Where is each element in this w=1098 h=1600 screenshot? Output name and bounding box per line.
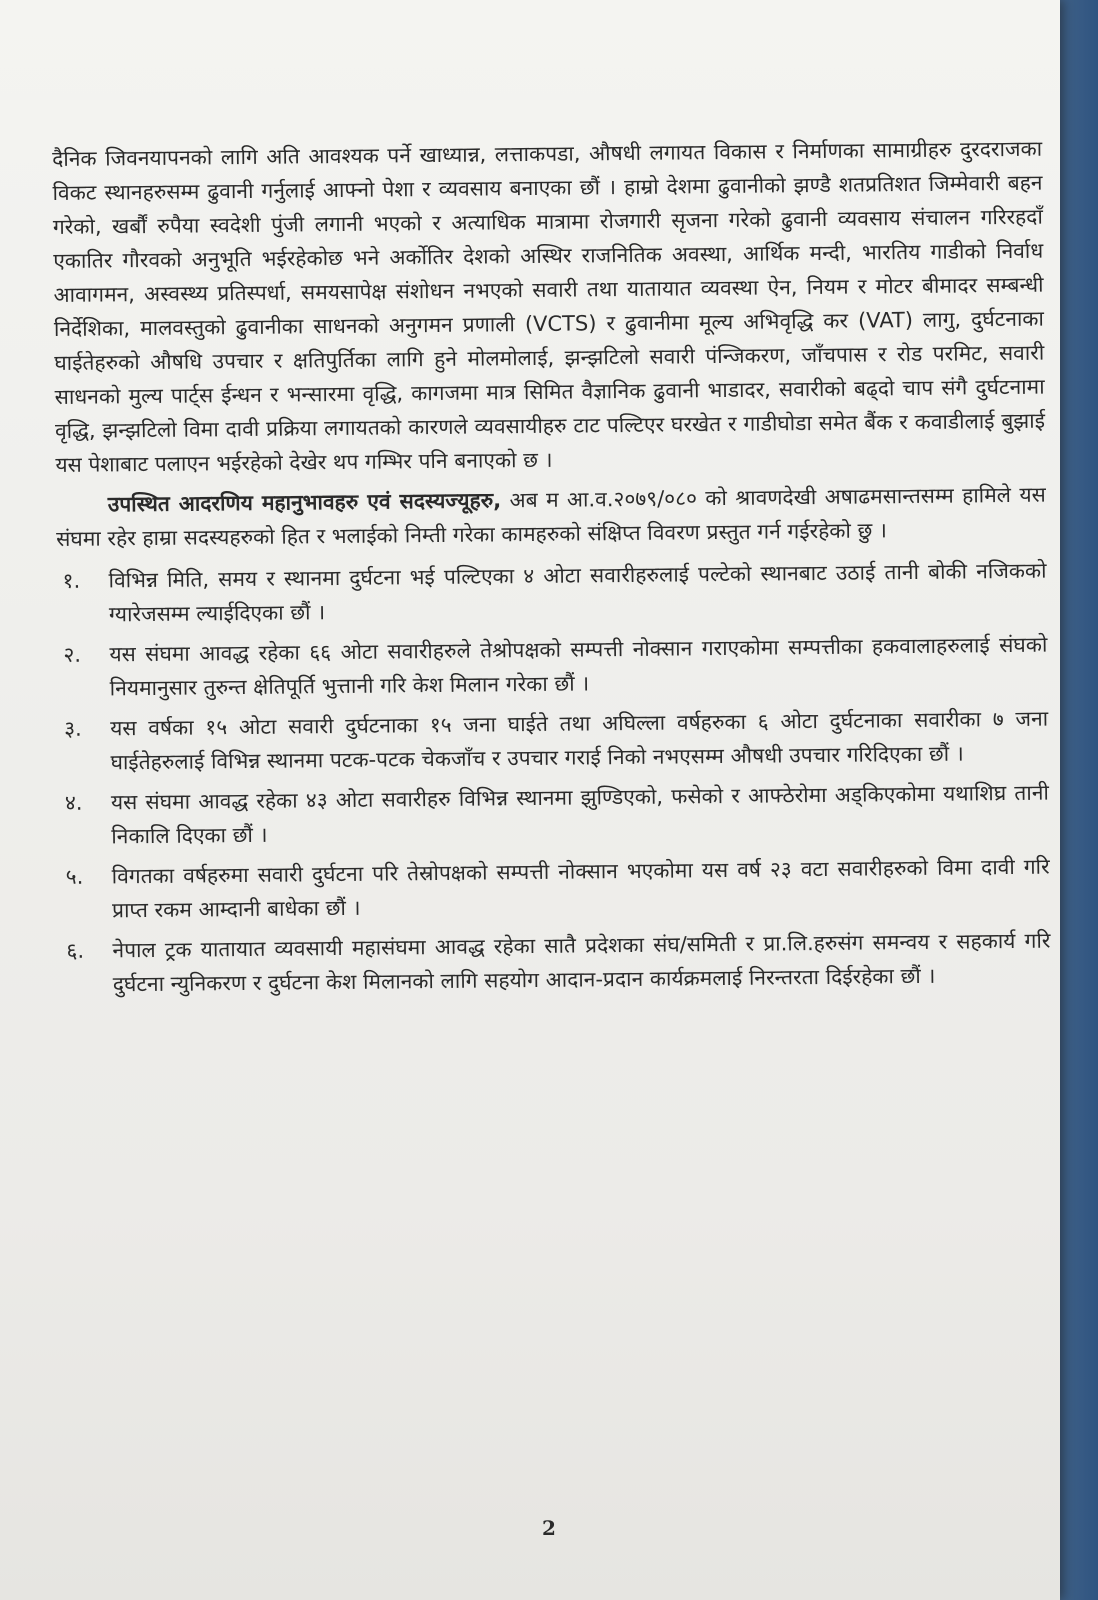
list-item-text: यस संघमा आवद्ध रहेका ६६ ओटा सवारीहरुले तेश्रोपक्षको सम्पत्ती नोक्सान गराएकोमा सम्पत्तीका हकवालाहरुलाई संघको नियमानुसार तुरुन्त क्षेतिपूर्ति भुत्तानी गरि केश मिलान गरेका छौं । xyxy=(109,632,1048,701)
list-item-text: यस संघमा आवद्ध रहेका ४३ ओटा सवारीहरु विभिन्न स्थानमा झुण्डिएको, फसेको र आफ्ठेरोमा अड्किएकोमा यथाशिघ्र तानी निकालि दिएका छौं । xyxy=(110,780,1049,849)
list-item xyxy=(59,776,1050,854)
list-item xyxy=(57,628,1048,706)
list-item-number: ३. xyxy=(64,716,82,741)
list-item-text: नेपाल ट्रक यातायात व्यवसायी महासंघमा आवद्ध रहेका सातै प्रदेशका संघ/समिती र प्रा.लि.हरुसंग समन्वय र सहकार्य गरि दुर्घटना न्युनिकरण र दुर्घटना केश मिलानको लागि सहयोग आदान-प्रदान कार्यक्रमलाई निरन्तरता दिईरहेका छौं । xyxy=(112,928,1051,997)
list-item-text: विगतका वर्षहरुमा सवारी दुर्घटना परि तेस्रोपक्षको सम्पत्ती नोक्सान भएकोमा यस वर्ष २३ वटा सवारीहरुको विमा दावी गरि प्राप्त रकम आम्दानी बाधेका छौं । xyxy=(111,854,1050,923)
list-item-number: ६. xyxy=(66,938,85,963)
activities-list xyxy=(56,554,1051,1002)
list-item xyxy=(56,554,1047,632)
list-item xyxy=(60,850,1051,928)
list-item-number: ४. xyxy=(64,790,83,815)
list-item xyxy=(60,924,1051,1002)
page-number: 2 xyxy=(542,1516,556,1540)
list-item-text: यस वर्षका १५ ओटा सवारी दुर्घटनाका १५ जना घाईते तथा अघिल्ला वर्षहरुका ६ ओटा दुर्घटनाका सवारीका ७ जना घाईतेहरुलाई विभिन्न स्थानमा पटक-पटक चेकजाँच र उपचार गराई निको नभएसम्म औषधी उपचार गरिदिएका छौं । xyxy=(110,706,1049,775)
paragraph-2-text: अब म आ.व.२०७९/०८० को श्रावणदेखी अषाढमसान्तसम्म हामिले यस संघमा रहेर हाम्रा सदस्यहरुको हित र भलाईको निम्ती गरेका कामहरुको संक्षिप्त विवरण प्रस्तुत गर्न गईरहेको छु । xyxy=(56,482,1046,551)
page-body xyxy=(52,132,1051,1008)
list-item xyxy=(58,702,1049,780)
greeting-bold: उपस्थित आदरणिय महानुभावहरु एवं सदस्यज्यूहरु, xyxy=(107,488,502,517)
list-item-number: ५. xyxy=(65,864,84,889)
list-item-text: विभिन्न मिति, समय र स्थानमा दुर्घटना भई पल्टिएका ४ ओटा सवारीहरुलाई पल्टेको स्थानबाट उठाई तानी बोकी नजिकको ग्यारेजसम्म ल्याईदिएका छौं । xyxy=(108,558,1047,627)
list-item-number: २. xyxy=(63,642,82,667)
list-item-number: १. xyxy=(62,568,81,593)
paragraph-1: दैनिक जिवनयापनको लागि अति आवश्यक पर्ने खाध्यान्न, लत्ताकपडा, औषधी लगायत विकास र निर्माणका सामाग्रीहरु दुरदराजका विकट स्थानहरुसम्म ढुवानी गर्नुलाई आफ्नो पेशा र व्यवसाय बनाएका छौं । हाम्रो देशमा ढुवानीको झण्डै शतप्रतिशत जिम्मेवारी बहन गरेको, खर्बौं रुपैया स्वदेशी पुंजी लगानी भएको र अत्याधिक मात्रामा रोजगारी सृजना गरेको ढुवानी व्यवसाय संचालन गरिरहदाँ एकातिर गौरवको अनुभूति भईरहेकोछ भने अर्कोतिर देशको अस्थिर राजनितिक अवस्था, आर्थिक मन्दी, भारतिय गाडीको निर्वाध आवागमन, अस्वस्थ्य प्रतिस्पर्धा, समयसापेक्ष संशोधन नभएको सवारी तथा यातायात व्यवस्था ऐन, नियम र मोटर बीमादर सम्बन्धी निर्देशिका, मालवस्तुको ढुवानीका साधनको अनुगमन प्रणाली (VCTS) र ढुवानीमा मूल्य अभिवृद्धि कर (VAT) लागु, दुर्घटनाका घाईतेहरुको औषधि उपचार र क्षतिपुर्तिका लागि हुने मोलमोलाई, झन्झटिलो सवारी पंन्जिकरण, जाँचपास र रोड परमिट, सवारी साधनको मुल्य पार्ट्स ईन्धन र भन्सारमा वृद्धि, कागजमा मात्र सिमित वैज्ञानिक ढुवानी भाडादर, सवारीको बढ्दो चाप संगै दुर्घटनामा वृद्धि, झन्झटिलो विमा दावी प्रक्रिया लगायतको कारणले व्यवसायीहरु टाट पल्टिएर घरखेत र गाडीघोडा समेत बैंक र कवाडीलाई बुझाई यस पेशाबाट पलाएन भईरहेको देखेर थप गम्भिर पनि बनाएको छ । xyxy=(52,136,1046,477)
paragraph-2 xyxy=(56,478,1047,556)
